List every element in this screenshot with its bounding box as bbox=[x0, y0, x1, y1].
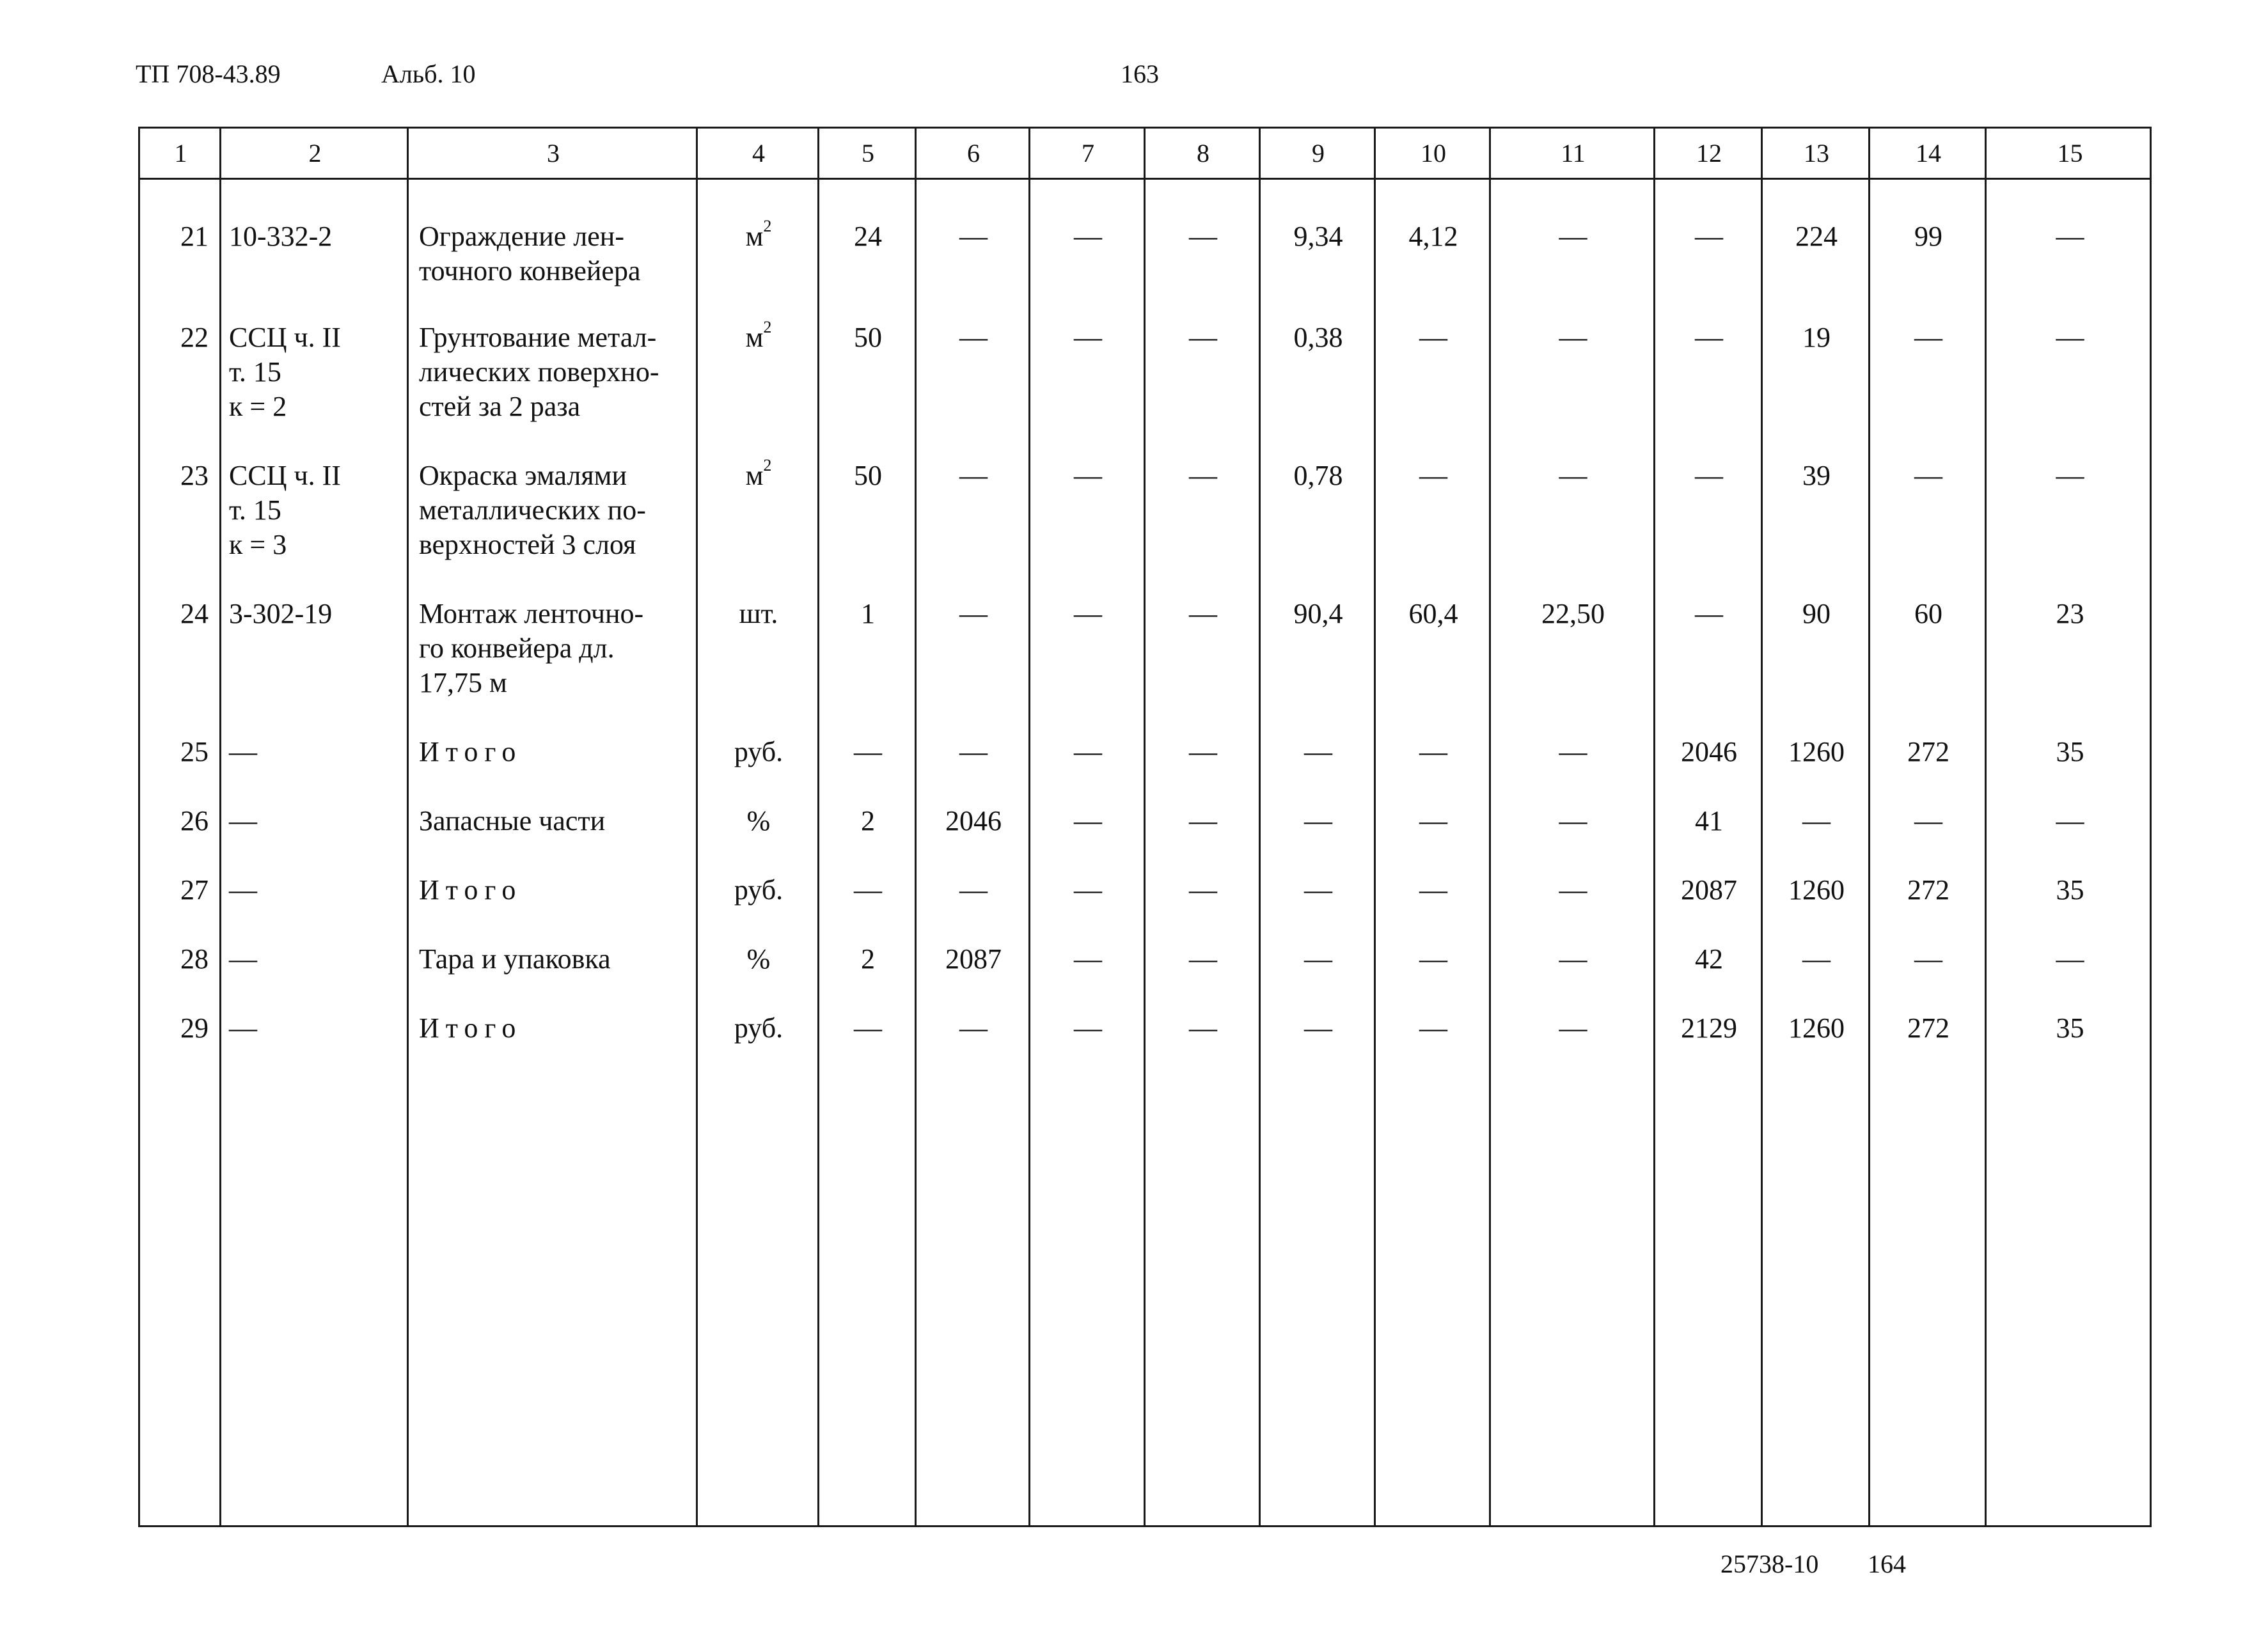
work-name-cell: Ограждение лен- точного конвейера bbox=[419, 221, 641, 287]
work-name-cell: Итого bbox=[419, 736, 523, 767]
column-header: 13 bbox=[1804, 139, 1829, 168]
column-header: 14 bbox=[1916, 139, 1941, 168]
value-cell: — bbox=[1419, 805, 1447, 836]
value-cell: — bbox=[1559, 943, 1587, 975]
value-cell: — bbox=[1419, 322, 1447, 353]
table-row bbox=[140, 902, 2150, 975]
value-cell: — bbox=[959, 598, 988, 629]
work-name-cell: Окраска эмалями металлических по- верхностей 3 слоя bbox=[419, 460, 646, 560]
unit-text: руб. bbox=[734, 874, 784, 906]
column-header: 5 bbox=[862, 139, 874, 168]
quantity-cell: 2 bbox=[861, 943, 875, 975]
value-cell: — bbox=[1304, 943, 1332, 975]
row-number-cell: 22 bbox=[180, 322, 209, 353]
value-cell: 41 bbox=[1695, 805, 1723, 836]
unit-cell bbox=[698, 419, 819, 562]
rate-code-cell: — bbox=[229, 805, 257, 836]
value-cell: — bbox=[1074, 805, 1102, 836]
row-number-cell: 26 bbox=[180, 805, 209, 836]
value-cell: 9,34 bbox=[1293, 221, 1343, 252]
value-cell: — bbox=[1559, 1012, 1587, 1044]
column-header: 1 bbox=[174, 139, 187, 168]
value-cell: — bbox=[1559, 460, 1587, 491]
value-cell: 2087 bbox=[1681, 874, 1737, 906]
unit-text: % bbox=[746, 805, 771, 836]
value-cell: — bbox=[959, 736, 988, 767]
value-cell: 272 bbox=[1907, 874, 1949, 906]
rate-code-cell: — bbox=[229, 874, 257, 906]
value-cell: 2046 bbox=[1681, 736, 1737, 767]
value-cell: 35 bbox=[2056, 1012, 2084, 1044]
work-name-cell: Монтаж ленточно- го конвейера дл. 17,75 м bbox=[419, 598, 644, 698]
row-number-cell: 23 bbox=[180, 460, 209, 491]
unit-text: шт. bbox=[739, 598, 778, 629]
unit-cell bbox=[698, 971, 819, 1046]
value-cell: — bbox=[1189, 943, 1217, 975]
unit-cell bbox=[698, 281, 819, 424]
rate-code-cell: — bbox=[229, 1012, 257, 1044]
column-header: 7 bbox=[1082, 139, 1094, 168]
row-number-cell: 24 bbox=[180, 598, 209, 629]
column-header: 6 bbox=[967, 139, 980, 168]
value-cell: 1260 bbox=[1788, 1012, 1845, 1044]
table-row bbox=[140, 695, 2150, 767]
rate-code-cell: 3-302-19 bbox=[229, 598, 333, 629]
quantity-cell: 24 bbox=[854, 221, 882, 252]
table-body bbox=[140, 180, 2150, 1044]
value-cell: — bbox=[1559, 736, 1587, 767]
album-number: Альб. 10 bbox=[381, 59, 476, 88]
column-header: 4 bbox=[752, 139, 765, 168]
value-cell: — bbox=[1802, 943, 1831, 975]
value-cell: — bbox=[1074, 322, 1102, 353]
row-number-cell: 27 bbox=[180, 874, 209, 906]
value-cell: — bbox=[1304, 805, 1332, 836]
value-cell: — bbox=[1304, 874, 1332, 906]
value-cell: — bbox=[1074, 943, 1102, 975]
estimate-table bbox=[138, 127, 2152, 1527]
value-cell: — bbox=[1189, 598, 1217, 629]
unit-exponent: 2 bbox=[763, 217, 772, 235]
value-cell: 2087 bbox=[945, 943, 1002, 975]
unit-cell bbox=[698, 695, 819, 769]
value-cell: — bbox=[1419, 736, 1447, 767]
rate-code-cell: 10-332-2 bbox=[229, 221, 333, 252]
value-cell: — bbox=[1074, 460, 1102, 491]
value-cell: — bbox=[1074, 874, 1102, 906]
table-row bbox=[140, 764, 2150, 836]
value-cell: 272 bbox=[1907, 736, 1949, 767]
table-row bbox=[140, 833, 2150, 906]
value-cell: — bbox=[1074, 736, 1102, 767]
document-code: ТП 708-43.89 bbox=[136, 59, 281, 88]
value-cell: — bbox=[1189, 1012, 1217, 1044]
unit-cell bbox=[698, 902, 819, 977]
value-cell: — bbox=[959, 1012, 988, 1044]
value-cell: 90 bbox=[1802, 598, 1831, 629]
column-header: 8 bbox=[1197, 139, 1209, 168]
column-header: 11 bbox=[1561, 139, 1586, 168]
rate-code-cell: — bbox=[229, 943, 257, 975]
value-cell: — bbox=[1189, 874, 1217, 906]
unit-cell bbox=[698, 180, 819, 288]
quantity-cell: 50 bbox=[854, 322, 882, 353]
value-cell: — bbox=[1074, 221, 1102, 252]
value-cell: — bbox=[1695, 460, 1723, 491]
value-cell: 90,4 bbox=[1293, 598, 1343, 629]
value-cell: — bbox=[1189, 736, 1217, 767]
unit-text: % bbox=[746, 943, 771, 975]
rate-code-cell: — bbox=[229, 736, 257, 767]
value-cell: 1260 bbox=[1788, 736, 1845, 767]
value-cell: — bbox=[1419, 874, 1447, 906]
value-cell: — bbox=[2056, 805, 2084, 836]
column-header: 2 bbox=[308, 139, 322, 168]
value-cell: — bbox=[1189, 322, 1217, 353]
value-cell: 1260 bbox=[1788, 874, 1845, 906]
quantity-cell: 2 bbox=[861, 805, 875, 836]
value-cell: — bbox=[1559, 221, 1587, 252]
rate-code-cell: ССЦ ч. II т. 15 к = 3 bbox=[229, 460, 341, 560]
table-row bbox=[140, 281, 2150, 422]
quantity-cell: 50 bbox=[854, 460, 882, 491]
value-cell: 42 bbox=[1695, 943, 1723, 975]
value-cell: 39 bbox=[1802, 460, 1831, 491]
value-cell: — bbox=[1695, 598, 1723, 629]
column-header: 9 bbox=[1312, 139, 1325, 168]
value-cell: 22,50 bbox=[1541, 598, 1605, 629]
value-cell: — bbox=[1304, 736, 1332, 767]
value-cell: 35 bbox=[2056, 874, 2084, 906]
table-row bbox=[140, 419, 2150, 560]
table-row bbox=[140, 180, 2150, 287]
row-number-cell: 29 bbox=[180, 1012, 209, 1044]
table-header-row bbox=[140, 129, 2150, 180]
value-cell: — bbox=[2056, 460, 2084, 491]
value-cell: — bbox=[959, 322, 988, 353]
value-cell: 0,78 bbox=[1293, 460, 1343, 491]
unit-cell bbox=[698, 764, 819, 838]
column-header: 10 bbox=[1421, 139, 1446, 168]
work-name-cell: Итого bbox=[419, 1012, 523, 1044]
value-cell: — bbox=[2056, 322, 2084, 353]
work-name-cell: Запасные части bbox=[419, 805, 606, 836]
value-cell: — bbox=[1189, 460, 1217, 491]
value-cell: 19 bbox=[1802, 322, 1831, 353]
value-cell: — bbox=[1802, 805, 1831, 836]
work-name-cell: Грунтование метал- лических поверхно- стей за 2 раза bbox=[419, 322, 659, 422]
value-cell: — bbox=[1559, 874, 1587, 906]
value-cell: 272 bbox=[1907, 1012, 1949, 1044]
page-number: 163 bbox=[1121, 59, 1159, 88]
value-cell: 23 bbox=[2056, 598, 2084, 629]
value-cell: 35 bbox=[2056, 736, 2084, 767]
value-cell: — bbox=[2056, 221, 2084, 252]
value-cell: 2129 bbox=[1681, 1012, 1737, 1044]
value-cell: 60 bbox=[1914, 598, 1942, 629]
column-header: 3 bbox=[547, 139, 560, 168]
value-cell: — bbox=[1914, 460, 1942, 491]
value-cell: — bbox=[959, 460, 988, 491]
value-cell: — bbox=[1074, 598, 1102, 629]
value-cell: 60,4 bbox=[1408, 598, 1458, 629]
value-cell: — bbox=[1695, 221, 1723, 252]
value-cell: 0,38 bbox=[1293, 322, 1343, 353]
value-cell: — bbox=[1914, 943, 1942, 975]
unit-text: м bbox=[745, 460, 764, 491]
row-number-cell: 21 bbox=[180, 221, 209, 252]
unit-text: руб. bbox=[734, 1012, 784, 1044]
work-name-cell: Итого bbox=[419, 874, 523, 906]
value-cell: 2046 bbox=[945, 805, 1002, 836]
value-cell: 224 bbox=[1795, 221, 1838, 252]
rate-code-cell: ССЦ ч. II т. 15 к = 2 bbox=[229, 322, 341, 422]
unit-cell bbox=[698, 833, 819, 907]
column-header: 15 bbox=[2057, 139, 2083, 168]
value-cell: 99 bbox=[1914, 221, 1942, 252]
value-cell: — bbox=[1914, 322, 1942, 353]
quantity-cell: — bbox=[854, 736, 882, 767]
value-cell: — bbox=[1074, 1012, 1102, 1044]
value-cell: — bbox=[959, 874, 988, 906]
quantity-cell: — bbox=[854, 1012, 882, 1044]
unit-text: руб. bbox=[734, 736, 784, 767]
unit-exponent: 2 bbox=[763, 318, 772, 336]
quantity-cell: — bbox=[854, 874, 882, 906]
unit-exponent: 2 bbox=[763, 456, 772, 475]
footer-code: 25738-10 bbox=[1721, 1550, 1819, 1578]
value-cell: — bbox=[1914, 805, 1942, 836]
unit-text: м bbox=[745, 221, 764, 252]
value-cell: — bbox=[1695, 322, 1723, 353]
value-cell: — bbox=[959, 221, 988, 252]
value-cell: — bbox=[1189, 805, 1217, 836]
value-cell: — bbox=[1419, 460, 1447, 491]
value-cell: — bbox=[1559, 805, 1587, 836]
table-row bbox=[140, 971, 2150, 1044]
value-cell: — bbox=[1304, 1012, 1332, 1044]
table-row bbox=[140, 557, 2150, 698]
quantity-cell: 1 bbox=[861, 598, 875, 629]
row-number-cell: 25 bbox=[180, 736, 209, 767]
footer-page-number: 164 bbox=[1868, 1550, 1906, 1578]
row-number-cell: 28 bbox=[180, 943, 209, 975]
value-cell: — bbox=[1419, 1012, 1447, 1044]
unit-text: м bbox=[745, 322, 764, 353]
value-cell: — bbox=[1419, 943, 1447, 975]
unit-cell bbox=[698, 557, 819, 700]
work-name-cell: Тара и упаковка bbox=[419, 943, 611, 975]
value-cell: 4,12 bbox=[1408, 221, 1458, 252]
value-cell: — bbox=[1559, 322, 1587, 353]
value-cell: — bbox=[2056, 943, 2084, 975]
column-header: 12 bbox=[1696, 139, 1722, 168]
value-cell: — bbox=[1189, 221, 1217, 252]
